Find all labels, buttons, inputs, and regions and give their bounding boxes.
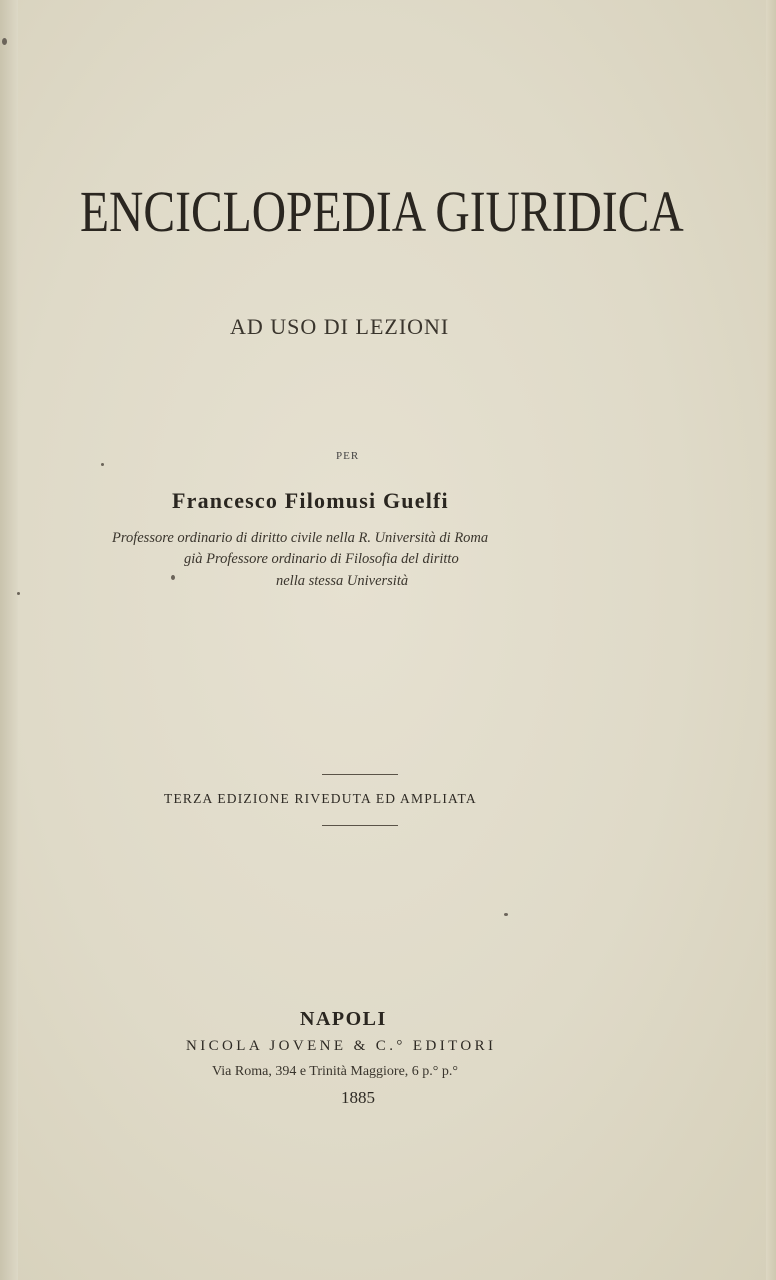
paper-speck <box>2 38 7 45</box>
paper-speck <box>17 592 20 595</box>
by-label: PER <box>336 450 360 462</box>
binding-gutter <box>0 0 18 1280</box>
book-subtitle: AD USO DI LEZIONI <box>230 314 450 339</box>
author-credential-1: Professore ordinario di diritto civile nella R. Università di Roma <box>112 530 489 546</box>
paper-speck <box>504 913 508 916</box>
imprint-year: 1885 <box>341 1088 375 1107</box>
imprint-city: NAPOLI <box>300 1008 387 1030</box>
author-credential-2: già Professore ordinario di Filosofia del diritto <box>184 551 459 567</box>
imprint-publisher: NICOLA JOVENE & C.° EDITORI <box>186 1038 497 1054</box>
paper-speck <box>171 575 175 580</box>
divider-rule-top <box>322 774 398 775</box>
paper-speck <box>101 463 104 466</box>
author-name: Francesco Filomusi Guelfi <box>172 488 449 513</box>
imprint-address: Via Roma, 394 e Trinità Maggiore, 6 p.° p.° <box>212 1064 459 1079</box>
book-title: ENCICLOPEDIA GIURIDICA <box>80 179 684 244</box>
divider-rule-bottom <box>322 825 398 826</box>
author-credential-3: nella stessa Università <box>276 573 409 589</box>
edition-statement: TERZA EDIZIONE RIVEDUTA ED AMPLIATA <box>164 791 477 806</box>
page-edge <box>766 0 776 1280</box>
